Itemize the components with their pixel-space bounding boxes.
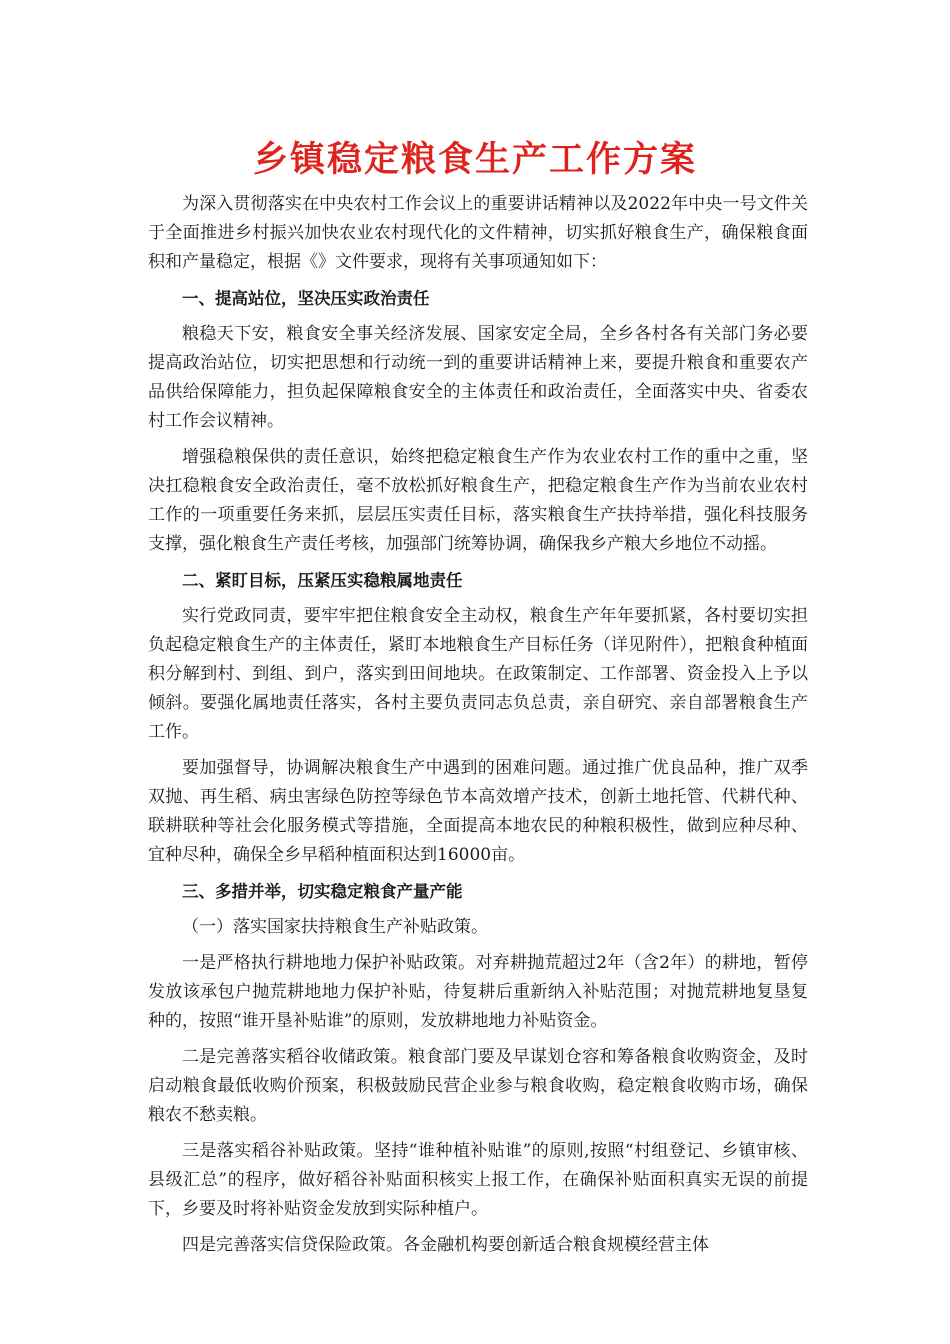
section-2-paragraph-2: 要加强督导，协调解决粮食生产中遇到的困难问题。通过推广优良品种，推广双季双抛、再生稻、病虫害绿色防控等绿色节本高效增产技术，创新土地托管、代耕代种、联耕联种等社会化服务模式等措施，全面提高本地农民的种粮积极性，做到应种尽种、宜种尽种，确保全乡早稻种植面积达到16000亩。: [148, 758, 808, 865]
document-title: 乡镇稳定粮食生产工作方案: [252, 140, 697, 180]
section-1-paragraph-2: 增强稳粮保供的责任意识，始终把稳定粮食生产作为农业农村工作的重中之重，坚决扛稳粮食安全政治责任，毫不放松抓好粮食生产，把稳定粮食生产作为当前农业农村工作的一项重要任务来抓，层层压实责任目标，落实粮食生产扶持举措，强化科技服务支撑，强化粮食生产责任考核，加强部门统筹协调，确保我乡产粮大乡地位不动摇。: [148, 447, 808, 554]
section-3-paragraph-2: 二是完善落实稻谷收储政策。粮食部门要及早谋划仓容和筹备粮食收购资金，及时启动粮食最低收购价预案，积极鼓励民营企业参与粮食收购，稳定粮食收购市场，确保粮农不愁卖粮。: [148, 1047, 808, 1125]
section-1-heading: 一、提高站位，坚决压实政治责任: [182, 289, 430, 308]
section-2-heading: 二、紧盯目标，压紧压实稳粮属地责任: [182, 571, 463, 590]
section-3-paragraph-3: 三是落实稻谷补贴政策。坚持“谁种植补贴谁”的原则,按照“村组登记、乡镇审核、县级汇总”的程序，做好稻谷补贴面积核实上报工作，在确保补贴面积真实无误的前提下，乡要及时将补贴资金发放到实际种植户。: [148, 1141, 808, 1219]
document-body: [148, 190, 808, 1267]
section-3-subheading-1: （一）落实国家扶持粮食生产补贴政策。: [182, 917, 488, 937]
section-2-paragraph-1: 实行党政同责，要牢牢把住粮食安全主动权，粮食生产年年要抓紧，各村要切实担负起稳定粮食生产的主体责任，紧盯本地粮食生产目标任务（详见附件），把粮食种植面积分解到村、到组、到户，落实到田间地块。在政策制定、工作部署、资金投入上予以倾斜。要强化属地责任落实，各村主要负责同志负总责，亲自研究、亲自部署粮食生产工作。: [148, 606, 808, 742]
section-3-paragraph-1: 一是严格执行耕地地力保护补贴政策。对弃耕抛荒超过2年（含2年）的耕地，暂停发放该承包户抛荒耕地地力保护补贴，待复耕后重新纳入补贴范围；对抛荒耕地复垦复种的，按照“谁开垦补贴谁”的原则，发放耕地地力补贴资金。: [148, 953, 808, 1031]
section-3-paragraph-4: 四是完善落实信贷保险政策。各金融机构要创新适合粮食规模经营主体: [182, 1235, 709, 1255]
intro-paragraph: 为深入贯彻落实在中央农村工作会议上的重要讲话精神以及2022年中央一号文件关于全面推进乡村振兴加快农业农村现代化的文件精神，切实抓好粮食生产，确保粮食面积和产量稳定，根据《》文件要求，现将有关事项通知如下：: [148, 194, 808, 272]
section-3-heading: 三、多措并举，切实稳定粮食产量产能: [182, 882, 463, 901]
section-1-paragraph-1: 粮稳天下安，粮食安全事关经济发展、国家安定全局，全乡各村各有关部门务必要提高政治站位，切实把思想和行动统一到的重要讲话精神上来，要提升粮食和重要农产品供给保障能力，担负起保障粮食安全的主体责任和政治责任，全面落实中央、省委农村工作会议精神。: [148, 324, 808, 431]
